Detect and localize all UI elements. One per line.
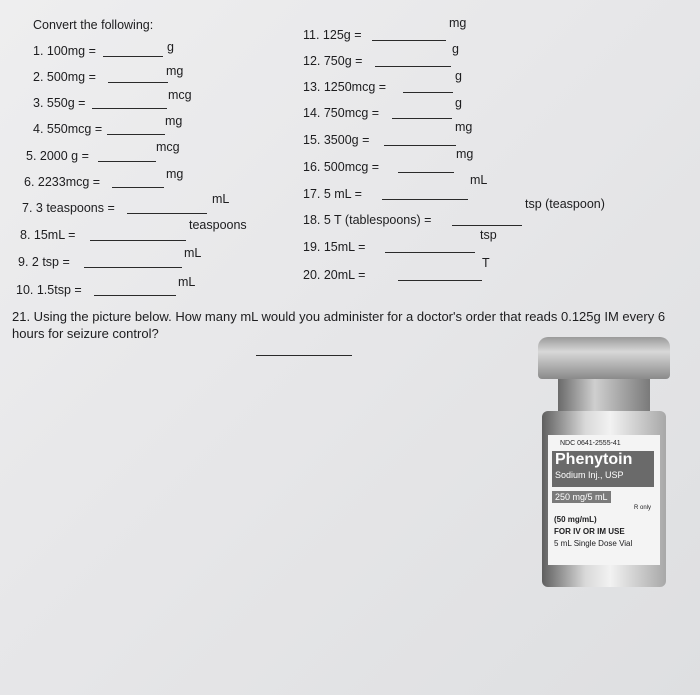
item-18-blank[interactable] (452, 225, 522, 226)
item-3-blank[interactable] (92, 108, 167, 109)
item-11-unit: mg (449, 16, 467, 30)
item-1-prefix: 1. 100mg = (33, 44, 96, 58)
item-7-unit: mL (212, 192, 230, 206)
item-12-blank[interactable] (375, 66, 451, 67)
item-2-blank[interactable] (108, 82, 168, 83)
item-4-prefix: 4. 550mcg = (33, 122, 103, 136)
item-4-blank[interactable] (107, 134, 165, 135)
item-6-unit: mg (166, 167, 184, 181)
item-18-prefix: 18. 5 T (tablespoons) = (303, 213, 432, 227)
item-21-blank[interactable] (256, 355, 352, 356)
item-8-prefix: 8. 15mL = (20, 228, 76, 242)
item-8-unit: teaspoons (189, 218, 247, 232)
item-11-prefix: 11. 125g = (303, 28, 362, 42)
vial-label (548, 435, 660, 565)
vial-rx-only: R only (634, 505, 652, 511)
item-14-unit: g (455, 96, 462, 110)
vial-cap (538, 337, 670, 379)
item-15-unit: mg (455, 120, 473, 134)
vial-concentration: (50 mg/mL) (554, 515, 597, 524)
item-9-prefix: 9. 2 tsp = (18, 255, 70, 269)
item-20-blank[interactable] (398, 280, 482, 281)
item-10-blank[interactable] (94, 295, 176, 296)
item-3-prefix: 3. 550g = (33, 96, 86, 110)
item-20-unit: T (482, 256, 490, 270)
item-6-prefix: 6. 2233mcg = (24, 175, 101, 189)
item-19-blank[interactable] (385, 252, 475, 253)
item-14-blank[interactable] (392, 118, 452, 119)
vial-form: Sodium Inj., USP (555, 470, 624, 480)
item-16-blank[interactable] (398, 172, 454, 173)
item-2-unit: mg (166, 64, 184, 78)
item-5-blank[interactable] (98, 161, 156, 162)
phenytoin-vial-image (538, 337, 670, 587)
item-15-prefix: 15. 3500g = (303, 133, 370, 147)
vial-route: FOR IV OR IM USE (554, 527, 625, 536)
item-1-unit: g (167, 40, 174, 54)
item-4-unit: mg (165, 114, 183, 128)
vial-brand-block (552, 451, 654, 487)
item-16-unit: mg (456, 147, 474, 161)
item-7-blank[interactable] (127, 213, 207, 214)
item-14-prefix: 14. 750mcg = (303, 106, 380, 120)
item-17-blank[interactable] (382, 199, 468, 200)
vial-strength: 250 mg/5 mL (552, 491, 611, 503)
worksheet-title: Convert the following: (33, 18, 154, 32)
item-10-prefix: 10. 1.5tsp = (16, 283, 82, 297)
item-18-unit: tsp (teaspoon) (525, 197, 605, 211)
item-19-unit: tsp (480, 228, 497, 242)
item-15-blank[interactable] (384, 145, 456, 146)
item-7-prefix: 7. 3 teaspoons = (22, 201, 115, 215)
item-13-prefix: 13. 1250mcg = (303, 80, 387, 94)
vial-ndc: NDC 0641-2555-41 (560, 440, 621, 447)
item-11-blank[interactable] (372, 40, 446, 41)
item-12-unit: g (452, 42, 459, 56)
item-13-unit: g (455, 69, 462, 83)
item-17-unit: mL (470, 173, 488, 187)
item-3-unit: mcg (168, 88, 192, 102)
item-10-unit: mL (178, 275, 196, 289)
item-8-blank[interactable] (90, 240, 186, 241)
vial-neck (558, 379, 650, 411)
vial-volume: 5 mL Single Dose Vial (554, 539, 633, 548)
item-12-prefix: 12. 750g = (303, 54, 363, 68)
item-9-blank[interactable] (84, 267, 182, 268)
item-19-prefix: 19. 15mL = (303, 240, 366, 254)
item-13-blank[interactable] (403, 92, 453, 93)
item-2-prefix: 2. 500mg = (33, 70, 96, 84)
item-5-prefix: 5. 2000 g = (26, 149, 89, 163)
item-9-unit: mL (184, 246, 202, 260)
item-17-prefix: 17. 5 mL = (303, 187, 362, 201)
question-21: 21. Using the picture below. How many mL would you administer for a doctor's order that reads 0.125g IM every 6 hours for seizure control? (12, 309, 666, 341)
item-20-prefix: 20. 20mL = (303, 268, 366, 282)
item-5-unit: mcg (156, 140, 180, 154)
item-16-prefix: 16. 500mcg = (303, 160, 380, 174)
item-6-blank[interactable] (112, 187, 164, 188)
item-1-blank[interactable] (103, 56, 163, 57)
vial-drug-name: Phenytoin (555, 451, 633, 468)
